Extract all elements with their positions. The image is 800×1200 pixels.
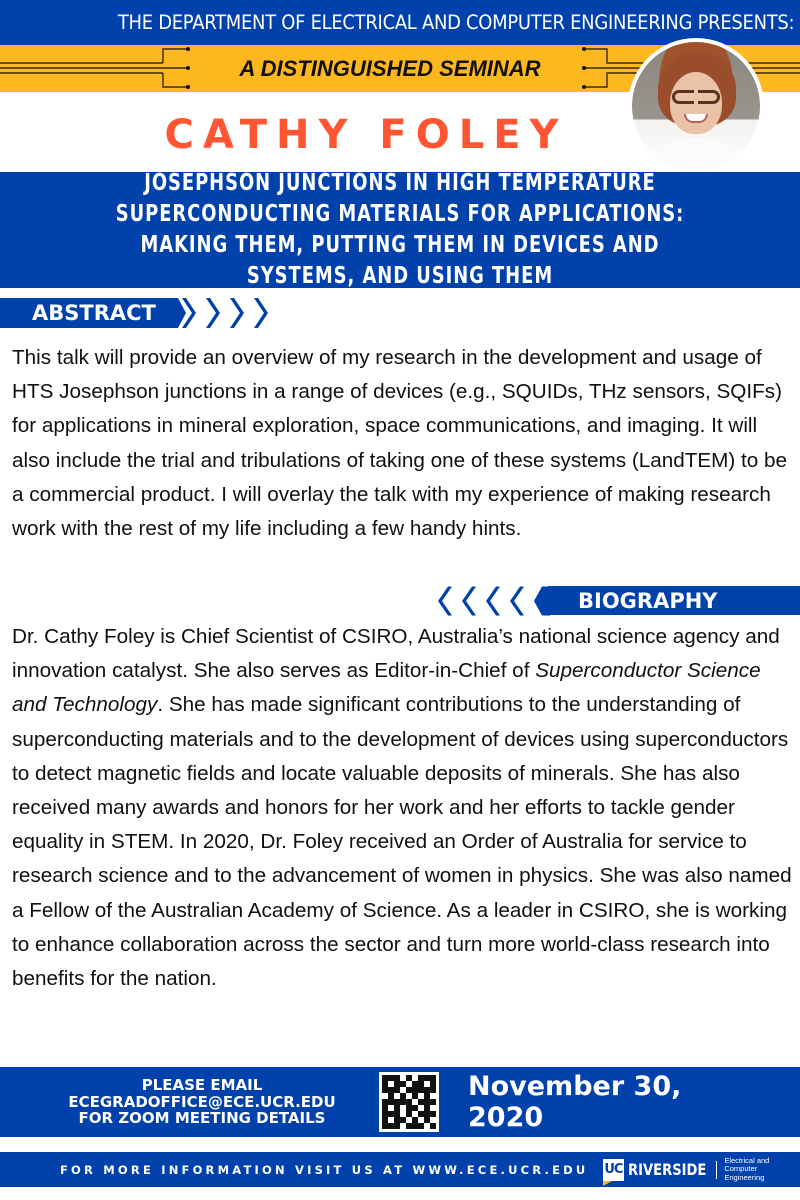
email-instructions [52,1073,352,1131]
uc-logo-icon: UC [603,1159,624,1181]
abstract-heading: ABSTRACT [0,298,178,328]
riverside-wordmark: RIVERSIDE [627,1160,707,1179]
ucr-logo [603,1156,800,1183]
department-line-2: Engineering [724,1172,765,1182]
info-bar [0,1152,800,1187]
chevrons-right-icon [172,298,280,328]
journal-title: Superconductor Science and Technology [12,659,761,717]
presenter-banner [0,0,800,45]
logo-divider [716,1161,717,1179]
email-line-3: FOR ZOOM MEETING DETAILS [78,1109,326,1128]
biography-heading-banner [438,586,800,615]
biography-heading: BIOGRAPHY [548,586,800,615]
biography-text-part: Dr. Cathy Foley is Chief Scientist of CSIRO, Australia’s national science agency and innovation catalyst. She also serves as Editor-in-Chief of [12,625,780,683]
biography-text [12,620,800,996]
speaker-portrait-image [632,42,760,170]
talk-title: JOSEPHSON JUNCTIONS IN HIGH TEMPERATURE SUPERCONDUCTING MATERIALS FOR APPLICATIONS: MAKING THEM, PUTTING THEM IN DEVICES AND SYSTEMS, AND USING THEM [115,170,685,289]
email-address-link[interactable]: ECEGRADOFFICE@ECE.UCR.EDU [68,1092,336,1111]
seminar-label: A DISTINGUISHED SEMINAR [239,55,541,81]
speaker-name: CATHY FOLEY [164,112,568,158]
email-line-1: PLEASE EMAIL [141,1076,263,1095]
footer-banner [0,1067,800,1137]
talk-title-banner [0,172,800,288]
presenter-line: THE DEPARTMENT OF ELECTRICAL AND COMPUTER ENGINEERING PRESENTS: [117,11,794,34]
department-line-1: Electrical and Computer [724,1155,770,1174]
abstract-text: This talk will provide an overview of my research in the development and usage of HTS Josephson junctions in a range of devices (e.g., SQUIDs, THz sensors, SQIFs) for applications in mineral exploration, space communications, and imaging. It will also include the trial and tribulations of taking one of these systems (LandTEM) to be a commercial product. I will overlay the talk with my experience of making research work with the rest of my life including a few handy hints. [12,346,788,541]
department-wordmark [724,1157,800,1183]
qr-code-icon[interactable] [379,1072,439,1132]
abstract-heading-banner [0,298,280,328]
website-info-link[interactable]: FOR MORE INFORMATION VISIT US AT WWW.ECE.UCR.EDU [60,1162,589,1177]
biography-text-part: . She has made significant contributions to the understanding of superconducting materials and to the development of devices using superconductors to detect magnetic fields and locate valuable deposits of minerals. She has also received many awards and honors for her work and her efforts to tackle gender equality in STEM. In 2020, Dr. Foley received an Order of Australia for service to research science and to the advancement of women in physics. She was also named a Fellow of the Australian Academy of Science. As a leader in CSIRO, she is working to enhance collaboration across the sector and turn more world-class research into benefits for the nation. [12,693,792,991]
chevrons-left-icon [438,586,550,616]
speaker-photo [628,38,764,174]
circuit-left-icon [0,45,200,92]
seminar-date: November 30, 2020 [468,1071,682,1133]
